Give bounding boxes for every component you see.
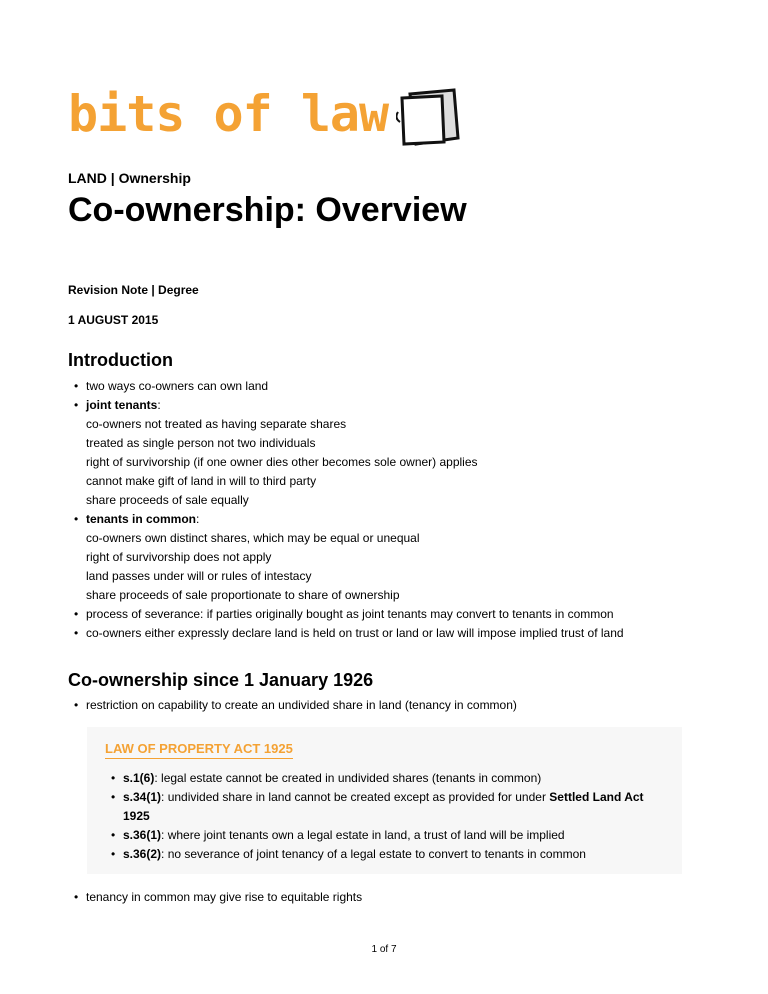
- papers-icon: [396, 88, 462, 148]
- sub-line: right of survivorship does not apply: [86, 550, 272, 564]
- list-item: • tenants in common: co-owners own distinct shares, which may be equal or unequal right of survivorship does not apply land passes under will or rules of intestacy share proceeds of sale proportionate to share of ownership: [68, 510, 708, 605]
- sub-line: cannot make gift of land in will to third party: [86, 474, 317, 488]
- list-item: • tenancy in common may give rise to equitable rights: [74, 890, 363, 904]
- list-item: • s.34(1): undivided share in land cannot be created except as provided for under Settled Land Act 1925: [111, 790, 644, 823]
- sub-line: co-owners own distinct shares, which may be equal or unequal: [86, 531, 420, 545]
- revision-note-label: Revision Note | Degree: [68, 283, 199, 297]
- list-item: • joint tenants: co-owners not treated as having separate shares treated as single person not two individuals right of survivorship (if one owner dies other becomes sole owner) applies cannot make gift of land in will to third party share proceeds of sale equally: [68, 396, 708, 510]
- list-item: • restriction on capability to create an undivided share in land (tenancy in common): [74, 698, 517, 712]
- sub-line: land passes under will or rules of intestacy: [86, 569, 312, 583]
- category-label: LAND | Ownership: [68, 170, 191, 186]
- list-item: • s.1(6): legal estate cannot be created in undivided shares (tenants in common): [111, 771, 542, 785]
- introduction-list: [68, 377, 708, 643]
- equitable-rights-list: [68, 888, 708, 907]
- list-item: • two ways co-owners can own land: [74, 379, 269, 393]
- sub-line: share proceeds of sale equally: [86, 493, 249, 507]
- sub-line: treated as single person not two individuals: [86, 436, 316, 450]
- sub-line: co-owners not treated as having separate shares: [86, 417, 347, 431]
- list-item: • process of severance: if parties originally bought as joint tenants may convert to tenants in common: [74, 607, 614, 621]
- statute-title: LAW OF PROPERTY ACT 1925: [105, 741, 293, 759]
- list-item: • s.36(2): no severance of joint tenancy of a legal estate to convert to tenants in common: [111, 847, 586, 861]
- page-number: 1 of 7: [371, 944, 397, 955]
- sub-line: right of survivorship (if one owner dies other becomes sole owner) applies: [86, 455, 478, 469]
- page-title: Co-ownership: Overview: [68, 191, 467, 229]
- logo-wordmark: bits of law: [68, 85, 389, 143]
- statute-list: [105, 769, 665, 864]
- statute-box: [87, 727, 682, 874]
- list-item: • s.36(1): where joint tenants own a legal estate in land, a trust of land will be implied: [111, 828, 565, 842]
- list-item: • co-owners either expressly declare land is held on trust or land or law will impose implied trust of land: [74, 626, 624, 640]
- site-logo[interactable]: [68, 86, 462, 146]
- co-ownership-list: [68, 696, 708, 715]
- date-label: 1 AUGUST 2015: [68, 313, 159, 327]
- section-heading-introduction: Introduction: [68, 350, 173, 370]
- sub-line: share proceeds of sale proportionate to share of ownership: [86, 588, 400, 602]
- section-heading-co-ownership-1926: Co-ownership since 1 January 1926: [68, 670, 374, 690]
